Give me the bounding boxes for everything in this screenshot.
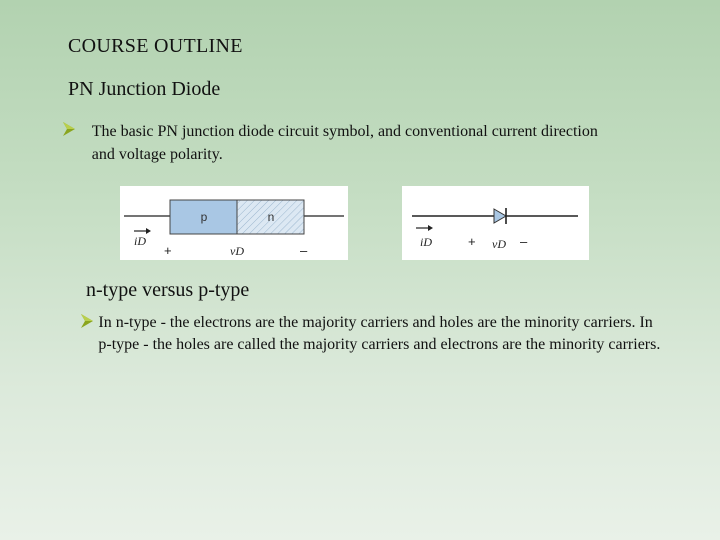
bullet-text: The basic PN junction diode circuit symbol, and conventional current direction and voltage polarity.: [91, 123, 598, 163]
current-arrow-head-icon: [428, 225, 433, 231]
plus-label: +: [468, 234, 476, 249]
minus-label: –: [300, 243, 308, 258]
slide-title: COURSE OUTLINE: [68, 35, 243, 57]
n-label: n: [267, 210, 275, 224]
pn-junction-diagram: [120, 186, 348, 260]
current-label: iD: [420, 235, 432, 249]
slide-subtitle: PN Junction Diode: [68, 78, 221, 100]
bullet-item: [62, 120, 622, 166]
bullet-arrow-icon: [62, 121, 76, 137]
voltage-label: vD: [230, 244, 244, 258]
diode-triangle-icon: [494, 209, 506, 223]
minus-label: –: [520, 234, 528, 249]
bullet-text: In n-type - the electrons are the majority carriers and holes are the minority carriers. In p-type - the holes are called the majority carriers and electrons are the minority carriers.: [98, 314, 661, 353]
plus-label: +: [164, 243, 172, 258]
diode-symbol-figure: [402, 186, 589, 260]
section-title: n-type versus p-type: [86, 279, 250, 301]
current-arrow-head-icon: [146, 228, 151, 234]
bullet-item: [80, 312, 670, 356]
current-label: iD: [134, 234, 146, 248]
bullet-arrow-icon: [80, 313, 94, 329]
voltage-label: vD: [492, 237, 506, 251]
pn-junction-figure: [120, 186, 348, 260]
diode-symbol-diagram: [402, 186, 589, 260]
p-label: p: [200, 210, 208, 224]
